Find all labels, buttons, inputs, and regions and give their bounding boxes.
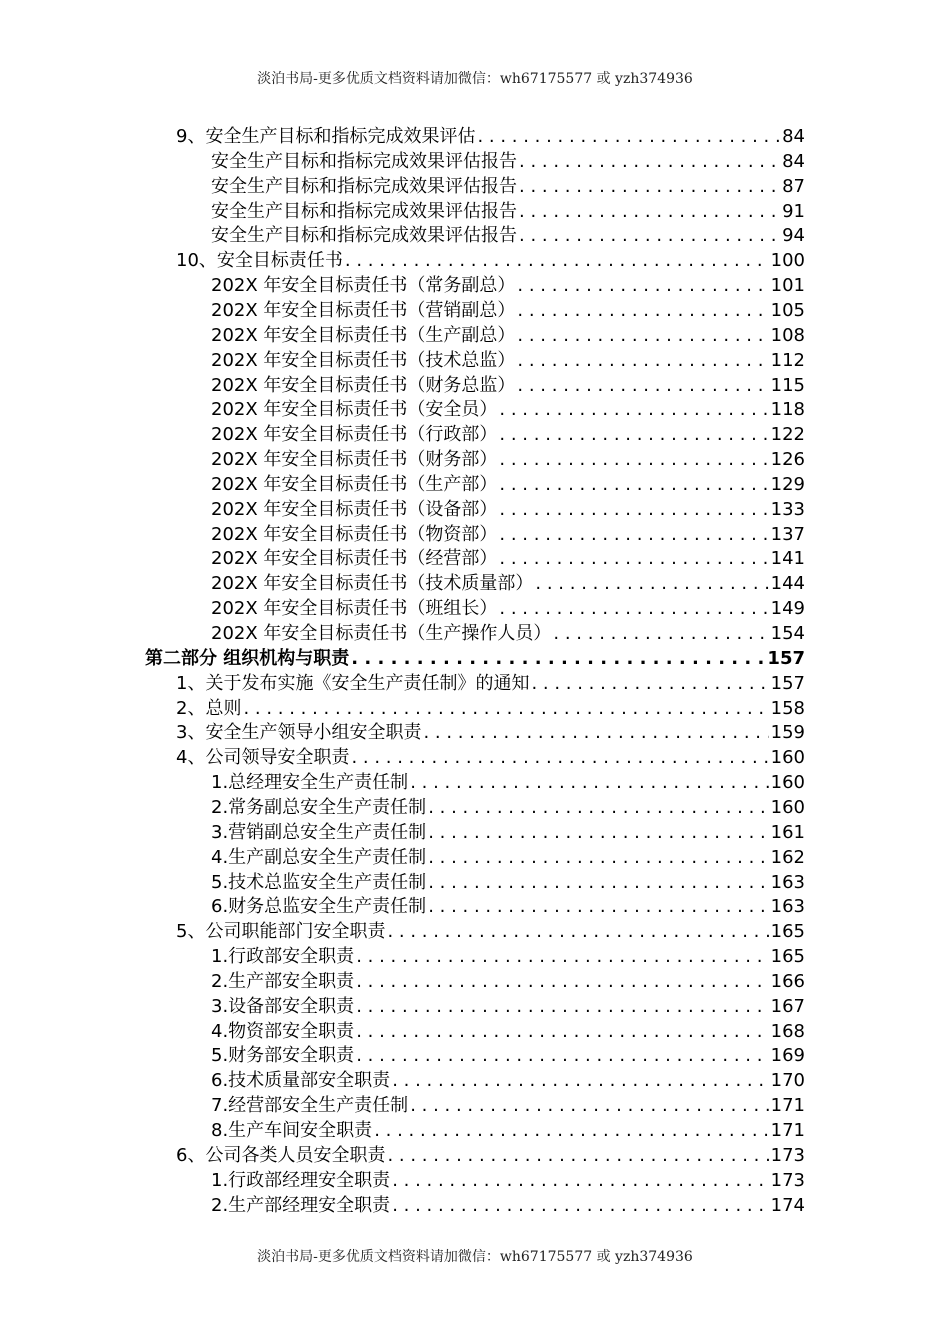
dot-leader (351, 646, 765, 671)
toc-entry-title: 4.生产副总安全生产责任制 (211, 846, 427, 868)
toc-subsection-entry[interactable] (211, 298, 805, 323)
dot-leader (499, 497, 768, 522)
dot-leader (356, 1019, 768, 1044)
dot-leader (531, 671, 768, 696)
toc-page-number: 144 (770, 573, 805, 595)
dot-leader (519, 223, 780, 248)
dot-leader (243, 696, 768, 721)
dot-leader (517, 373, 768, 398)
toc-page-number: 141 (770, 548, 805, 570)
toc-entry-title: 3.设备部安全职责 (211, 995, 355, 1017)
toc-page-number: 154 (770, 623, 805, 644)
toc-section-entry[interactable] (176, 124, 805, 149)
dot-leader (410, 770, 768, 795)
toc-page-number: 170 (770, 1070, 805, 1092)
toc-entry-title: 4、公司领导安全职责 (176, 747, 350, 769)
dot-leader (356, 1043, 768, 1068)
toc-entry-title: 202X 年安全目标责任书（生产操作人员） (211, 623, 552, 644)
dot-leader (356, 969, 768, 994)
dot-leader (356, 944, 768, 969)
toc-subsection-entry[interactable] (211, 348, 805, 373)
toc-subsection-entry[interactable] (211, 770, 805, 795)
toc-page-number: 87 (782, 175, 805, 197)
toc-page-number: 84 (782, 150, 805, 172)
toc-page-number: 171 (770, 1095, 805, 1117)
toc-page-number: 160 (770, 747, 805, 769)
toc-page-number: 165 (770, 946, 805, 968)
toc-page-number: 160 (770, 796, 805, 818)
toc-subsection-entry[interactable] (211, 969, 805, 994)
toc-page-number: 112 (770, 349, 805, 371)
toc-section-entry[interactable] (176, 671, 805, 696)
toc-subsection-entry[interactable] (211, 1193, 805, 1218)
toc-entry-title: 1.行政部安全职责 (211, 946, 355, 968)
toc-subsection-entry[interactable] (211, 149, 805, 174)
toc-subsection-entry[interactable] (211, 571, 805, 596)
dot-leader (519, 174, 780, 199)
toc-subsection-entry[interactable] (211, 273, 805, 298)
toc-entry-title: 202X 年安全目标责任书（常务副总） (211, 275, 516, 297)
toc-section-entry[interactable] (176, 248, 805, 273)
toc-entry-title: 202X 年安全目标责任书（营销副总） (211, 299, 516, 321)
toc-entry-title: 1.行政部经理安全职责 (211, 1169, 391, 1191)
dot-leader (553, 621, 768, 646)
dot-leader (499, 472, 768, 497)
dot-leader (499, 546, 768, 571)
toc-page-number: 163 (770, 871, 805, 893)
toc-subsection-entry[interactable] (211, 944, 805, 969)
toc-entry-title: 8.生产车间安全职责 (211, 1120, 373, 1141)
toc-entry-title: 3、安全生产领导小组安全职责 (176, 722, 422, 744)
toc-section-entry[interactable] (176, 745, 805, 770)
toc-entry-title: 6、公司各类人员安全职责 (176, 1144, 386, 1166)
toc-page-number: 115 (770, 374, 805, 396)
toc-subsection-entry[interactable] (211, 223, 805, 248)
page-footer-watermark: 淡泊书局-更多优质文档资料请加微信：wh67175577 或 yzh374936 (257, 1249, 693, 1265)
toc-entry-title: 安全生产目标和指标完成效果评估报告 (211, 200, 517, 222)
dot-leader (535, 571, 768, 596)
toc-section-entry[interactable] (176, 1143, 805, 1168)
toc-entry-title: 3.营销副总安全生产责任制 (211, 821, 427, 843)
dot-leader (392, 1168, 768, 1193)
toc-subsection-entry[interactable] (211, 1168, 805, 1193)
toc-subsection-entry[interactable] (211, 1118, 805, 1143)
toc-page-number: 149 (770, 598, 805, 620)
toc-subsection-entry[interactable] (211, 422, 805, 447)
toc-entry-title: 202X 年安全目标责任书（经营部） (211, 548, 498, 570)
toc-page-number: 173 (770, 1144, 805, 1166)
toc-subsection-entry[interactable] (211, 447, 805, 472)
toc-entry-title: 202X 年安全目标责任书（财务部） (211, 449, 498, 471)
toc-page-number: 160 (770, 772, 805, 794)
toc-page-number: 173 (770, 1169, 805, 1191)
toc-section-entry[interactable] (176, 720, 805, 745)
dot-leader (387, 919, 768, 944)
dot-leader (345, 248, 769, 273)
toc-entry-title: 202X 年安全目标责任书（生产部） (211, 473, 498, 495)
toc-subsection-entry[interactable] (211, 1043, 805, 1068)
dot-leader (499, 397, 768, 422)
toc-page-number: 101 (770, 275, 805, 297)
toc-subsection-entry[interactable] (211, 621, 805, 646)
toc-subsection-entry[interactable] (211, 546, 805, 571)
toc-entry-title: 202X 年安全目标责任书（物资部） (211, 523, 498, 545)
toc-entry-title: 2、总则 (176, 697, 242, 719)
toc-entry-title: 安全生产目标和指标完成效果评估报告 (211, 225, 517, 247)
toc-entry-title: 10、安全目标责任书 (176, 250, 343, 272)
dot-leader (428, 845, 768, 870)
toc-entry-title: 6.财务总监安全生产责任制 (211, 896, 427, 918)
toc-section-entry[interactable] (176, 919, 805, 944)
dot-leader (428, 870, 768, 895)
toc-subsection-entry[interactable] (211, 373, 805, 398)
toc-page-number: 166 (770, 970, 805, 992)
toc-subsection-entry[interactable] (211, 795, 805, 820)
toc-page-number: 122 (770, 424, 805, 446)
toc-entry-title: 安全生产目标和指标完成效果评估报告 (211, 175, 517, 197)
dot-leader (428, 820, 768, 845)
toc-subsection-entry[interactable] (211, 1019, 805, 1044)
toc-subsection-entry[interactable] (211, 994, 805, 1019)
toc-page-number: 118 (770, 399, 805, 421)
dot-leader (351, 745, 768, 770)
toc-subsection-entry[interactable] (211, 870, 805, 895)
toc-page-number: 167 (770, 995, 805, 1017)
dot-leader (356, 994, 768, 1019)
toc-page-number: 126 (770, 449, 805, 471)
toc-entry-title: 1.总经理安全生产责任制 (211, 772, 409, 794)
toc-page-number: 163 (770, 896, 805, 918)
toc-subsection-entry[interactable] (211, 820, 805, 845)
toc-subsection-entry[interactable] (211, 845, 805, 870)
toc-entry-title: 202X 年安全目标责任书（技术质量部） (211, 573, 534, 595)
toc-page-number: 168 (770, 1020, 805, 1042)
toc-page-number: 84 (782, 126, 805, 147)
toc-page-number: 165 (770, 921, 805, 943)
toc-subsection-entry[interactable] (211, 472, 805, 497)
toc-page-number: 157 (767, 647, 805, 669)
toc-subsection-entry[interactable] (211, 894, 805, 919)
dot-leader (499, 522, 768, 547)
toc-subsection-entry[interactable] (211, 323, 805, 348)
toc-section-entry[interactable] (176, 696, 805, 721)
dot-leader (517, 348, 768, 373)
toc-entry-title: 5.技术总监安全生产责任制 (211, 871, 427, 893)
toc-page-number: 169 (770, 1045, 805, 1067)
dot-leader (517, 273, 768, 298)
toc-entry-title: 202X 年安全目标责任书（安全员） (211, 399, 498, 421)
toc-page-number: 158 (770, 697, 805, 719)
toc-subsection-entry[interactable] (211, 199, 805, 224)
toc-entry-title: 7.经营部安全生产责任制 (211, 1095, 409, 1117)
toc-subsection-entry[interactable] (211, 397, 805, 422)
toc-entry-title: 2.常务副总安全生产责任制 (211, 796, 427, 818)
toc-entry-title: 1、关于发布实施《安全生产责任制》的通知 (176, 672, 530, 694)
toc-entry-title: 第二部分 组织机构与职责 (145, 647, 350, 669)
dot-leader (517, 298, 768, 323)
toc-entry-title: 202X 年安全目标责任书（班组长） (211, 598, 498, 620)
dot-leader (519, 199, 780, 224)
toc-page-number: 100 (770, 250, 805, 272)
toc-page-number: 105 (770, 299, 805, 321)
dot-leader (519, 149, 780, 174)
toc-page-number: 161 (770, 821, 805, 843)
dot-leader (387, 1143, 768, 1168)
toc-entry-title: 2.生产部安全职责 (211, 970, 355, 992)
toc-entry-title: 202X 年安全目标责任书（设备部） (211, 498, 498, 520)
toc-subsection-entry[interactable] (211, 1068, 805, 1093)
toc-page-number: 129 (770, 473, 805, 495)
toc-entry-title: 202X 年安全目标责任书（财务总监） (211, 374, 516, 396)
toc-entry-title: 6.技术质量部安全职责 (211, 1070, 391, 1092)
toc-entry-title: 安全生产目标和指标完成效果评估报告 (211, 150, 517, 172)
toc-page-number: 137 (770, 523, 805, 545)
toc-entry-title: 5、公司职能部门安全职责 (176, 921, 386, 943)
toc-part-heading[interactable] (145, 646, 805, 671)
toc-entry-title: 202X 年安全目标责任书（生产副总） (211, 324, 516, 346)
dot-leader (499, 596, 768, 621)
toc-page-number: 133 (770, 498, 805, 520)
dot-leader (477, 124, 780, 149)
toc-subsection-entry[interactable] (211, 497, 805, 522)
toc-subsection-entry[interactable] (211, 1093, 805, 1118)
toc-entry-title: 9、安全生产目标和指标完成效果评估 (176, 126, 476, 147)
toc-entry-title: 2.生产部经理安全职责 (211, 1194, 391, 1216)
toc-entry-title: 4.物资部安全职责 (211, 1020, 355, 1042)
toc-subsection-entry[interactable] (211, 174, 805, 199)
dot-leader (428, 795, 768, 820)
dot-leader (499, 447, 768, 472)
dot-leader (410, 1093, 768, 1118)
toc-page-number: 157 (770, 672, 805, 694)
toc-subsection-entry[interactable] (211, 522, 805, 547)
toc-entry-title: 202X 年安全目标责任书（技术总监） (211, 349, 516, 371)
toc-entry-title: 202X 年安全目标责任书（行政部） (211, 424, 498, 446)
page-header-watermark: 淡泊书局-更多优质文档资料请加微信：wh67175577 或 yzh374936 (257, 71, 693, 87)
toc-page-number: 174 (770, 1194, 805, 1216)
toc-page-number: 162 (770, 846, 805, 868)
dot-leader (392, 1193, 768, 1218)
dot-leader (499, 422, 768, 447)
toc-page-number: 108 (770, 324, 805, 346)
dot-leader (423, 720, 768, 745)
toc-page-number: 94 (782, 225, 805, 247)
toc-page-number: 171 (770, 1120, 805, 1141)
toc-page-number: 91 (782, 200, 805, 222)
dot-leader (392, 1068, 768, 1093)
toc-subsection-entry[interactable] (211, 596, 805, 621)
toc-page-number: 159 (770, 722, 805, 744)
dot-leader (428, 894, 768, 919)
dot-leader (374, 1118, 768, 1143)
toc-entry-title: 5.财务部安全职责 (211, 1045, 355, 1067)
dot-leader (517, 323, 768, 348)
